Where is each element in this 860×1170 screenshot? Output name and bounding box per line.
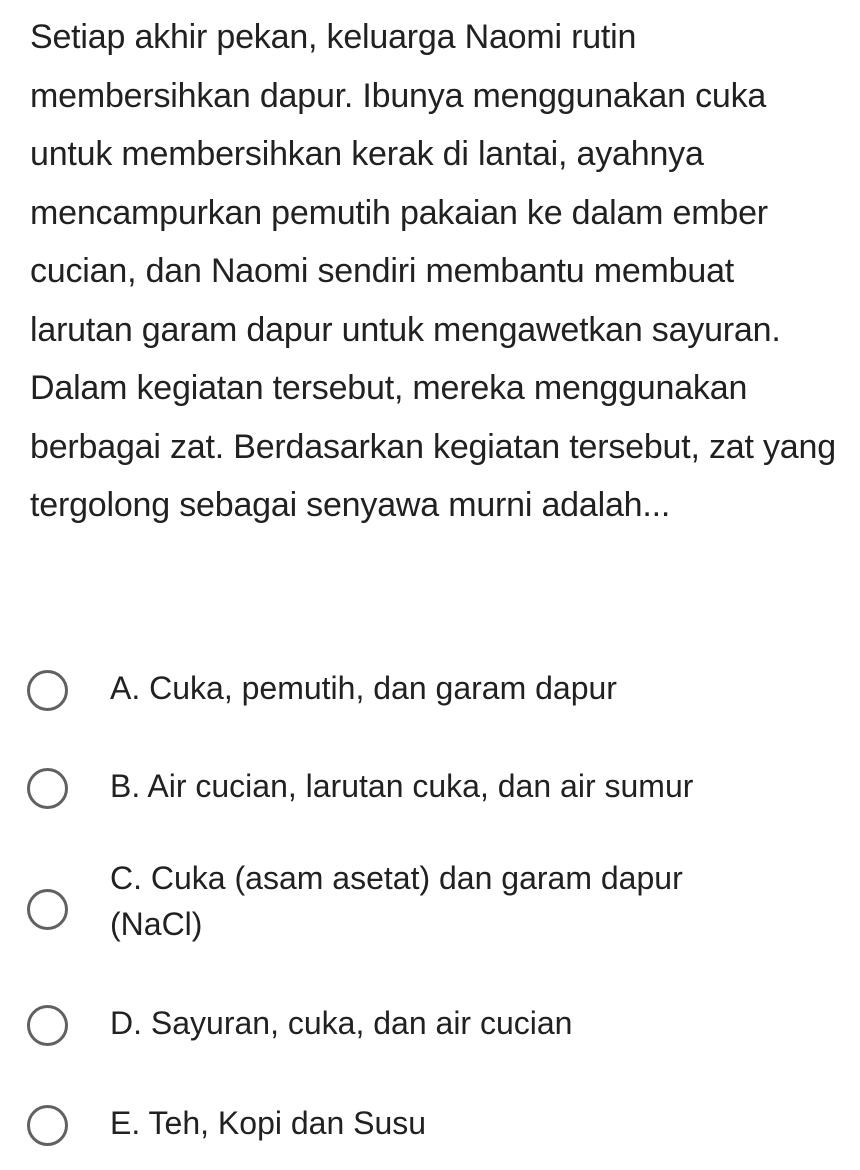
option-e-label: E. Teh, Kopi dan Susu (110, 1105, 427, 1141)
radio-button-a[interactable] (27, 670, 68, 711)
radio-button-d[interactable] (27, 1005, 68, 1046)
option-d-label: D. Sayuran, cuka, dan air cucian (110, 1005, 573, 1041)
option-b-label: B. Air cucian, larutan cuka, dan air sumur (110, 768, 694, 804)
option-a-label: A. Cuka, pemutih, dan garam dapur (110, 670, 617, 706)
radio-button-c[interactable] (27, 889, 68, 930)
radio-button-e[interactable] (27, 1105, 68, 1146)
option-c-label: C. Cuka (asam asetat) dan garam dapur (NaCl) (110, 860, 683, 942)
question-text: Setiap akhir pekan, keluarga Naomi rutin membersihkan dapur. Ibunya menggunakan cuka untuk membersihkan kerak di lantai, ayahnya mencampurkan pemutih pakaian ke dalam ember cucian, dan Naomi sendiri membantu membuat larutan garam dapur untuk mengawetkan sayuran. Dalam kegiatan tersebut, mereka menggunakan berbagai zat. Berdasarkan kegiatan tersebut, zat yang tergolong sebagai senyawa murni adalah... (30, 18, 836, 524)
radio-button-b[interactable] (27, 768, 68, 809)
